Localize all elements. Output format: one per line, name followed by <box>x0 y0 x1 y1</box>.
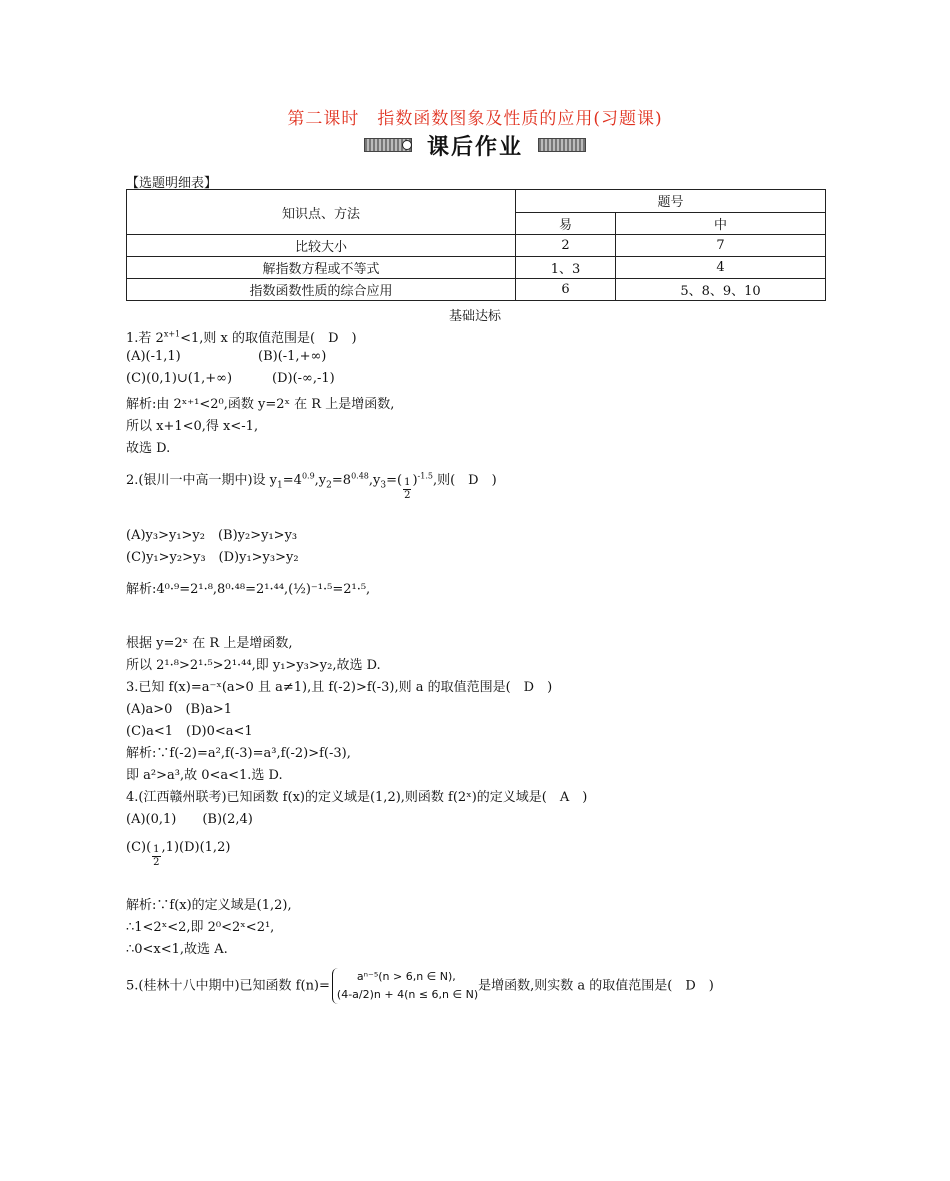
q2-solution-3: 所以 2¹·⁸>2¹·⁵>2¹·⁴⁴,即 y₁>y₃>y₂,故选 D. <box>126 658 381 673</box>
q4-solution-2: ∴1<2ˣ<2,即 2⁰<2ˣ<2¹, <box>126 920 275 935</box>
q4-options-1: (A)(0,1) (B)(2,4) <box>126 812 253 827</box>
header-knowledge: 知识点、方法 <box>127 190 516 235</box>
row-easy: 6 <box>516 279 616 301</box>
page-title: 第二课时 指数函数图象及性质的应用(习题课) <box>287 109 663 129</box>
q3-stem: 3.已知 f(x)=a⁻ˣ(a>0 且 a≠1),且 f(-2)>f(-3),则 a 的取值范围是( D ) <box>126 680 553 695</box>
q2-options-2: (C)y₁>y₂>y₃ (D)y₁>y₃>y₂ <box>126 550 299 565</box>
q2-options-1: (A)y₃>y₁>y₂ (B)y₂>y₁>y₃ <box>126 528 298 543</box>
selection-detail-table <box>126 189 826 301</box>
half-fraction: $\frac{1}{2}$ <box>153 844 160 868</box>
q4-solution-1: 解析:∵f(x)的定义域是(1,2), <box>126 898 292 913</box>
half-fraction: $\frac{1}{2}$ <box>404 477 411 501</box>
banner-text: 课后作业 <box>426 135 523 160</box>
q1-option-a: (A)(-1,1) <box>126 349 181 364</box>
q4-stem: 4.(江西赣州联考)已知函数 f(x)的定义域是(1,2),则函数 f(2ˣ)的定义域是( A ) <box>126 790 588 805</box>
piecewise-case-2: (4-a/2)n + 4(n ≤ 6,n ∈ N) <box>336 988 479 1001</box>
banner-right-bar <box>538 138 586 152</box>
piecewise-case-1: aⁿ⁻⁵(n > 6,n ∈ N), <box>356 970 456 983</box>
row-topic: 比较大小 <box>127 235 516 257</box>
section-heading: 基础达标 <box>448 309 501 324</box>
homework-banner <box>364 132 586 160</box>
table-caption: 【选题明细表】 <box>126 176 218 191</box>
q3-solution-1: 解析:∵f(-2)=a²,f(-3)=a³,f(-2)>f(-3), <box>126 746 351 761</box>
q2-solution-2: 根据 y=2ˣ 在 R 上是增函数, <box>126 636 293 651</box>
piecewise-brace <box>332 968 478 1004</box>
q3-options-2: (C)a<1 (D)0<a<1 <box>126 724 253 739</box>
q4-options-2: (C)( $\frac{1}{2}$ ,1)(D)(1,2) <box>126 840 231 868</box>
row-topic: 指数函数性质的综合应用 <box>127 279 516 301</box>
table-row <box>127 235 826 257</box>
q3-options-1: (A)a>0 (B)a>1 <box>126 702 233 717</box>
row-easy: 2 <box>516 235 616 257</box>
q1-option-b: (B)(-1,+∞) <box>258 349 327 364</box>
q1-solution-3: 故选 D. <box>126 441 171 456</box>
header-easy: 易 <box>516 212 616 235</box>
q1-option-c: (C)(0,1)∪(1,+∞) <box>126 371 233 386</box>
banner-left-dot <box>402 140 412 150</box>
row-medium: 7 <box>616 235 826 257</box>
q1-stem: 1.若 $2^{x+1}<1$,则 x 的取值范围是( D ) <box>126 329 357 346</box>
table-row <box>127 257 826 279</box>
table-row <box>127 279 826 301</box>
q5-stem: 5.(桂林十八中期中)已知函数 f(n)= aⁿ⁻⁵(n > 6,n ∈ N), (4-a/2)n + 4(n ≤ 6,n ∈ N) 是增函数,则实数 a 的取值范围是( D ) <box>126 968 714 1004</box>
q4-solution-3: ∴0<x<1,故选 A. <box>126 942 228 957</box>
row-easy: 1、3 <box>516 257 616 279</box>
header-medium: 中 <box>616 212 826 235</box>
q2-solution-1: 解析:4⁰·⁹=2¹·⁸,8⁰·⁴⁸=2¹·⁴⁴,(½)⁻¹·⁵=2¹·⁵, <box>126 582 371 597</box>
q1-solution-1: 解析:由 2ˣ⁺¹<2⁰,函数 y=2ˣ 在 R 上是增函数, <box>126 397 395 412</box>
row-medium: 5、8、9、10 <box>616 279 826 301</box>
header-number: 题号 <box>516 190 826 213</box>
table-header-row <box>127 190 826 213</box>
q2-stem: 2.(银川一中高一期中)设 $y_1=4^{0.9},y_2=8^{0.48},y_3=$( $\frac{1}{2}$ )$^{-1.5}$,则( D ) <box>126 471 497 501</box>
row-topic: 解指数方程或不等式 <box>127 257 516 279</box>
q1-solution-2: 所以 x+1<0,得 x<-1, <box>126 419 259 434</box>
row-medium: 4 <box>616 257 826 279</box>
q1-option-d: (D)(-∞,-1) <box>272 371 335 386</box>
q3-solution-2: 即 a²>a³,故 0<a<1.选 D. <box>126 768 283 783</box>
